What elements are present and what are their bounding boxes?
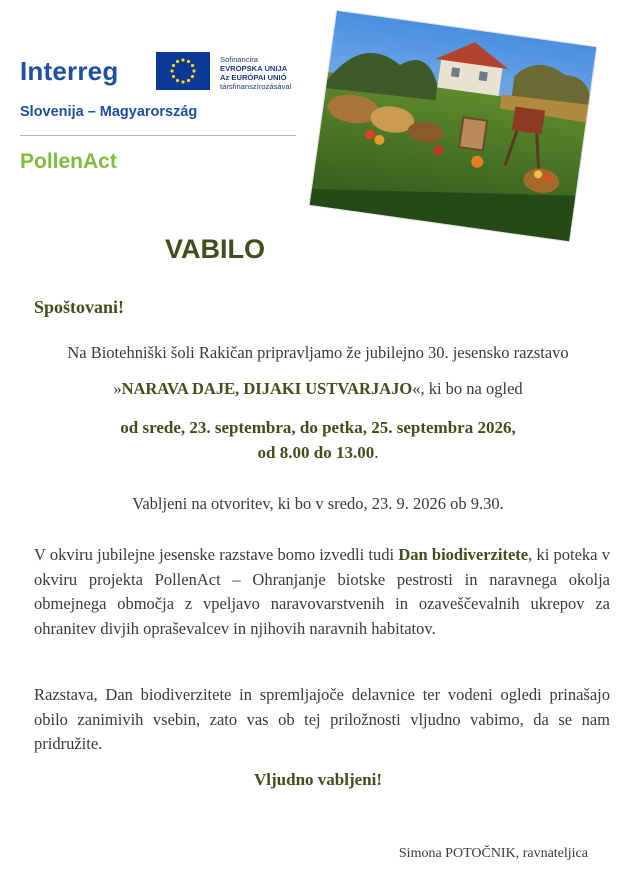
paragraph-invitation: Razstava, Dan biodiverzitete in spremljajoče delavnice ter vodeni ogledi prinašajo obilo zanimivih vsebin, zato vas ob tej priložnosti vljudno vabimo, da se nam pridružite.	[34, 685, 610, 753]
paragraph-biodiversity	[34, 543, 610, 641]
exhibition-name: NARAVA DAJE, DIJAKI USTVARJAJO	[121, 379, 413, 398]
greeting: Spoštovani!	[34, 297, 125, 317]
dates-period: .	[374, 443, 379, 462]
dates-hours: od 8.00 do 13.00	[257, 443, 375, 462]
interreg-logo: Interreg	[20, 56, 119, 86]
dates-line-1: od srede, 23. septembra, do petka, 25. septembra 2026,	[120, 418, 516, 437]
invitation-title: VABILO	[165, 234, 265, 264]
autumn-exhibition-photo-icon	[310, 11, 597, 242]
closing-line: Vljudno vabljeni!	[254, 770, 382, 789]
eu-cofinancing-text	[220, 55, 291, 91]
exhibition-photo	[310, 11, 597, 242]
eu-line-3: Az EURÓPAI UNIÓ	[220, 73, 287, 82]
eu-line-2: EVROPSKA UNIJA	[220, 64, 288, 73]
eu-flag-icon	[156, 52, 210, 90]
paragraph1-before: V okviru jubilejne jesenske razstave bomo izvedli tudi	[34, 545, 399, 564]
eu-line-4: társfinanszírozásával	[220, 82, 292, 91]
paragraph1-bold: Dan biodiverzitete	[398, 545, 529, 564]
eu-line-1: Sofinancira	[220, 55, 258, 64]
opening-line: Vabljeni na otvoritev, ki bo v sredo, 23. 9. 2026 ob 9.30.	[132, 494, 504, 513]
intro-line: Na Biotehniški šoli Rakičan pripravljamo že jubilejno 30. jesensko razstavo	[67, 343, 569, 362]
paragraph1-after: , ki poteka v okviru projekta PollenAct – Ohranjanje biotske pestrosti in naravnega okolja obmejnega območja z vpeljavo naravovarstvenih in ozaveščevalnih ukrepov za ohranitev divjih opraševalcev in njihovih naravnih habitatov.	[34, 545, 610, 638]
program-region: Slovenija – Magyarország	[20, 104, 198, 120]
dates-line-2	[10, 443, 626, 463]
signature: Simona POTOČNIK, ravnateljica	[398, 846, 588, 861]
logo-divider	[20, 135, 296, 136]
project-name: PollenAct	[20, 150, 117, 173]
exhibition-line	[10, 379, 626, 399]
exhibition-tail: «, ki bo na ogled	[412, 379, 523, 398]
quote-open: »	[113, 379, 122, 398]
